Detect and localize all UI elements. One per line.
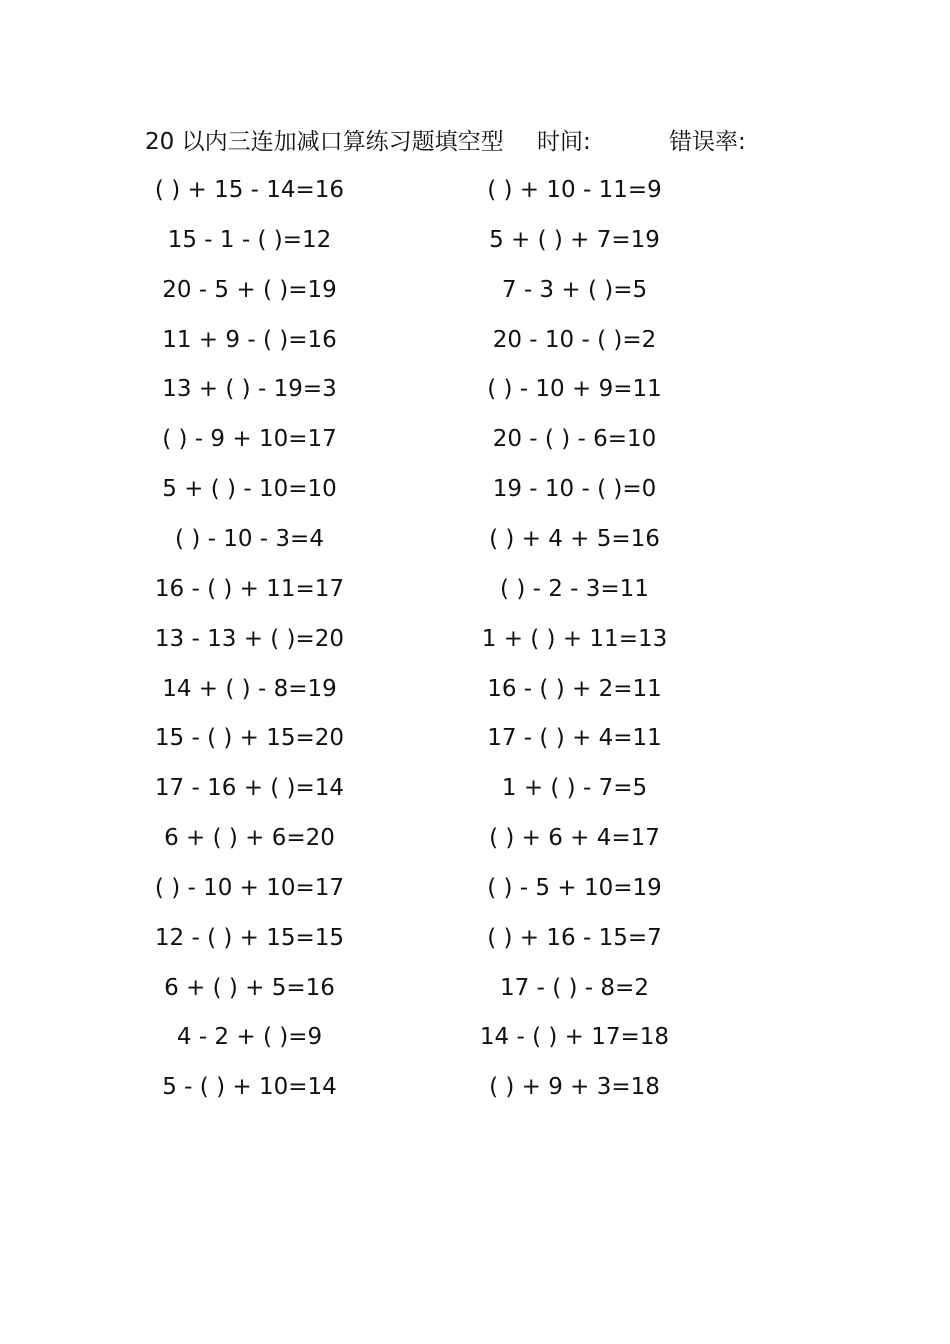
problem-left-10: 13 - 13 + ( )=20	[154, 625, 345, 652]
problem-left-13: 17 - 16 + ( )=14	[154, 775, 345, 802]
problem-right-7: 19 - 10 - ( )=0	[492, 476, 657, 503]
problem-right-2: 5 + ( ) + 7=19	[489, 226, 660, 253]
problem-left-16: 12 - ( ) + 15=15	[154, 924, 345, 951]
problem-left-5: 13 + ( ) - 19=3	[162, 376, 337, 403]
problem-right-10: 1 + ( ) + 11=13	[481, 625, 668, 652]
problem-right-17: 17 - ( ) - 8=2	[500, 974, 649, 1001]
problem-left-18: 4 - 2 + ( )=9	[176, 1024, 323, 1051]
problem-left-12: 15 - ( ) + 15=20	[154, 725, 345, 752]
problem-right-16: ( ) + 16 - 15=7	[487, 924, 662, 951]
time-label: 时间:	[537, 129, 591, 155]
problem-left-2: 15 - 1 - ( )=12	[167, 226, 332, 253]
problem-right-15: ( ) - 5 + 10=19	[487, 874, 662, 901]
problem-left-15: ( ) - 10 + 10=17	[154, 874, 345, 901]
problem-left-17: 6 + ( ) + 5=16	[164, 974, 335, 1001]
worksheet-title: 20 以内三连加减口算练习题填空型	[145, 129, 504, 155]
problem-left-14: 6 + ( ) + 6=20	[164, 825, 335, 852]
problem-right-13: 1 + ( ) - 7=5	[501, 775, 648, 802]
problem-right-4: 20 - 10 - ( )=2	[492, 326, 657, 353]
problem-right-9: ( ) - 2 - 3=11	[500, 575, 649, 602]
problem-right-18: 14 - ( ) + 17=18	[479, 1024, 670, 1051]
problem-left-4: 11 + 9 - ( )=16	[162, 326, 337, 353]
problem-right-8: ( ) + 4 + 5=16	[489, 525, 660, 552]
problem-right-19: ( ) + 9 + 3=18	[489, 1074, 660, 1101]
problem-left-1: ( ) + 15 - 14=16	[154, 177, 345, 203]
problem-left-3: 20 - 5 + ( )=19	[162, 276, 337, 303]
problem-left-11: 14 + ( ) - 8=19	[162, 675, 337, 702]
error-rate-label: 错误率:	[669, 129, 746, 155]
problem-right-12: 17 - ( ) + 4=11	[487, 725, 662, 752]
problem-right-14: ( ) + 6 + 4=17	[489, 825, 660, 852]
problem-left-19: 5 - ( ) + 10=14	[162, 1074, 337, 1101]
problem-right-11: 16 - ( ) + 2=11	[487, 675, 662, 702]
problem-left-7: 5 + ( ) - 10=10	[162, 476, 337, 503]
problem-left-9: 16 - ( ) + 11=17	[154, 575, 345, 602]
worksheet-header	[145, 124, 785, 160]
problem-right-1: ( ) + 10 - 11=9	[487, 177, 662, 203]
problem-left-6: ( ) - 9 + 10=17	[162, 426, 337, 453]
problem-right-6: 20 - ( ) - 6=10	[492, 426, 657, 453]
problem-left-8: ( ) - 10 - 3=4	[175, 525, 324, 552]
problem-right-5: ( ) - 10 + 9=11	[487, 376, 662, 403]
problem-right-3: 7 - 3 + ( )=5	[501, 276, 648, 303]
